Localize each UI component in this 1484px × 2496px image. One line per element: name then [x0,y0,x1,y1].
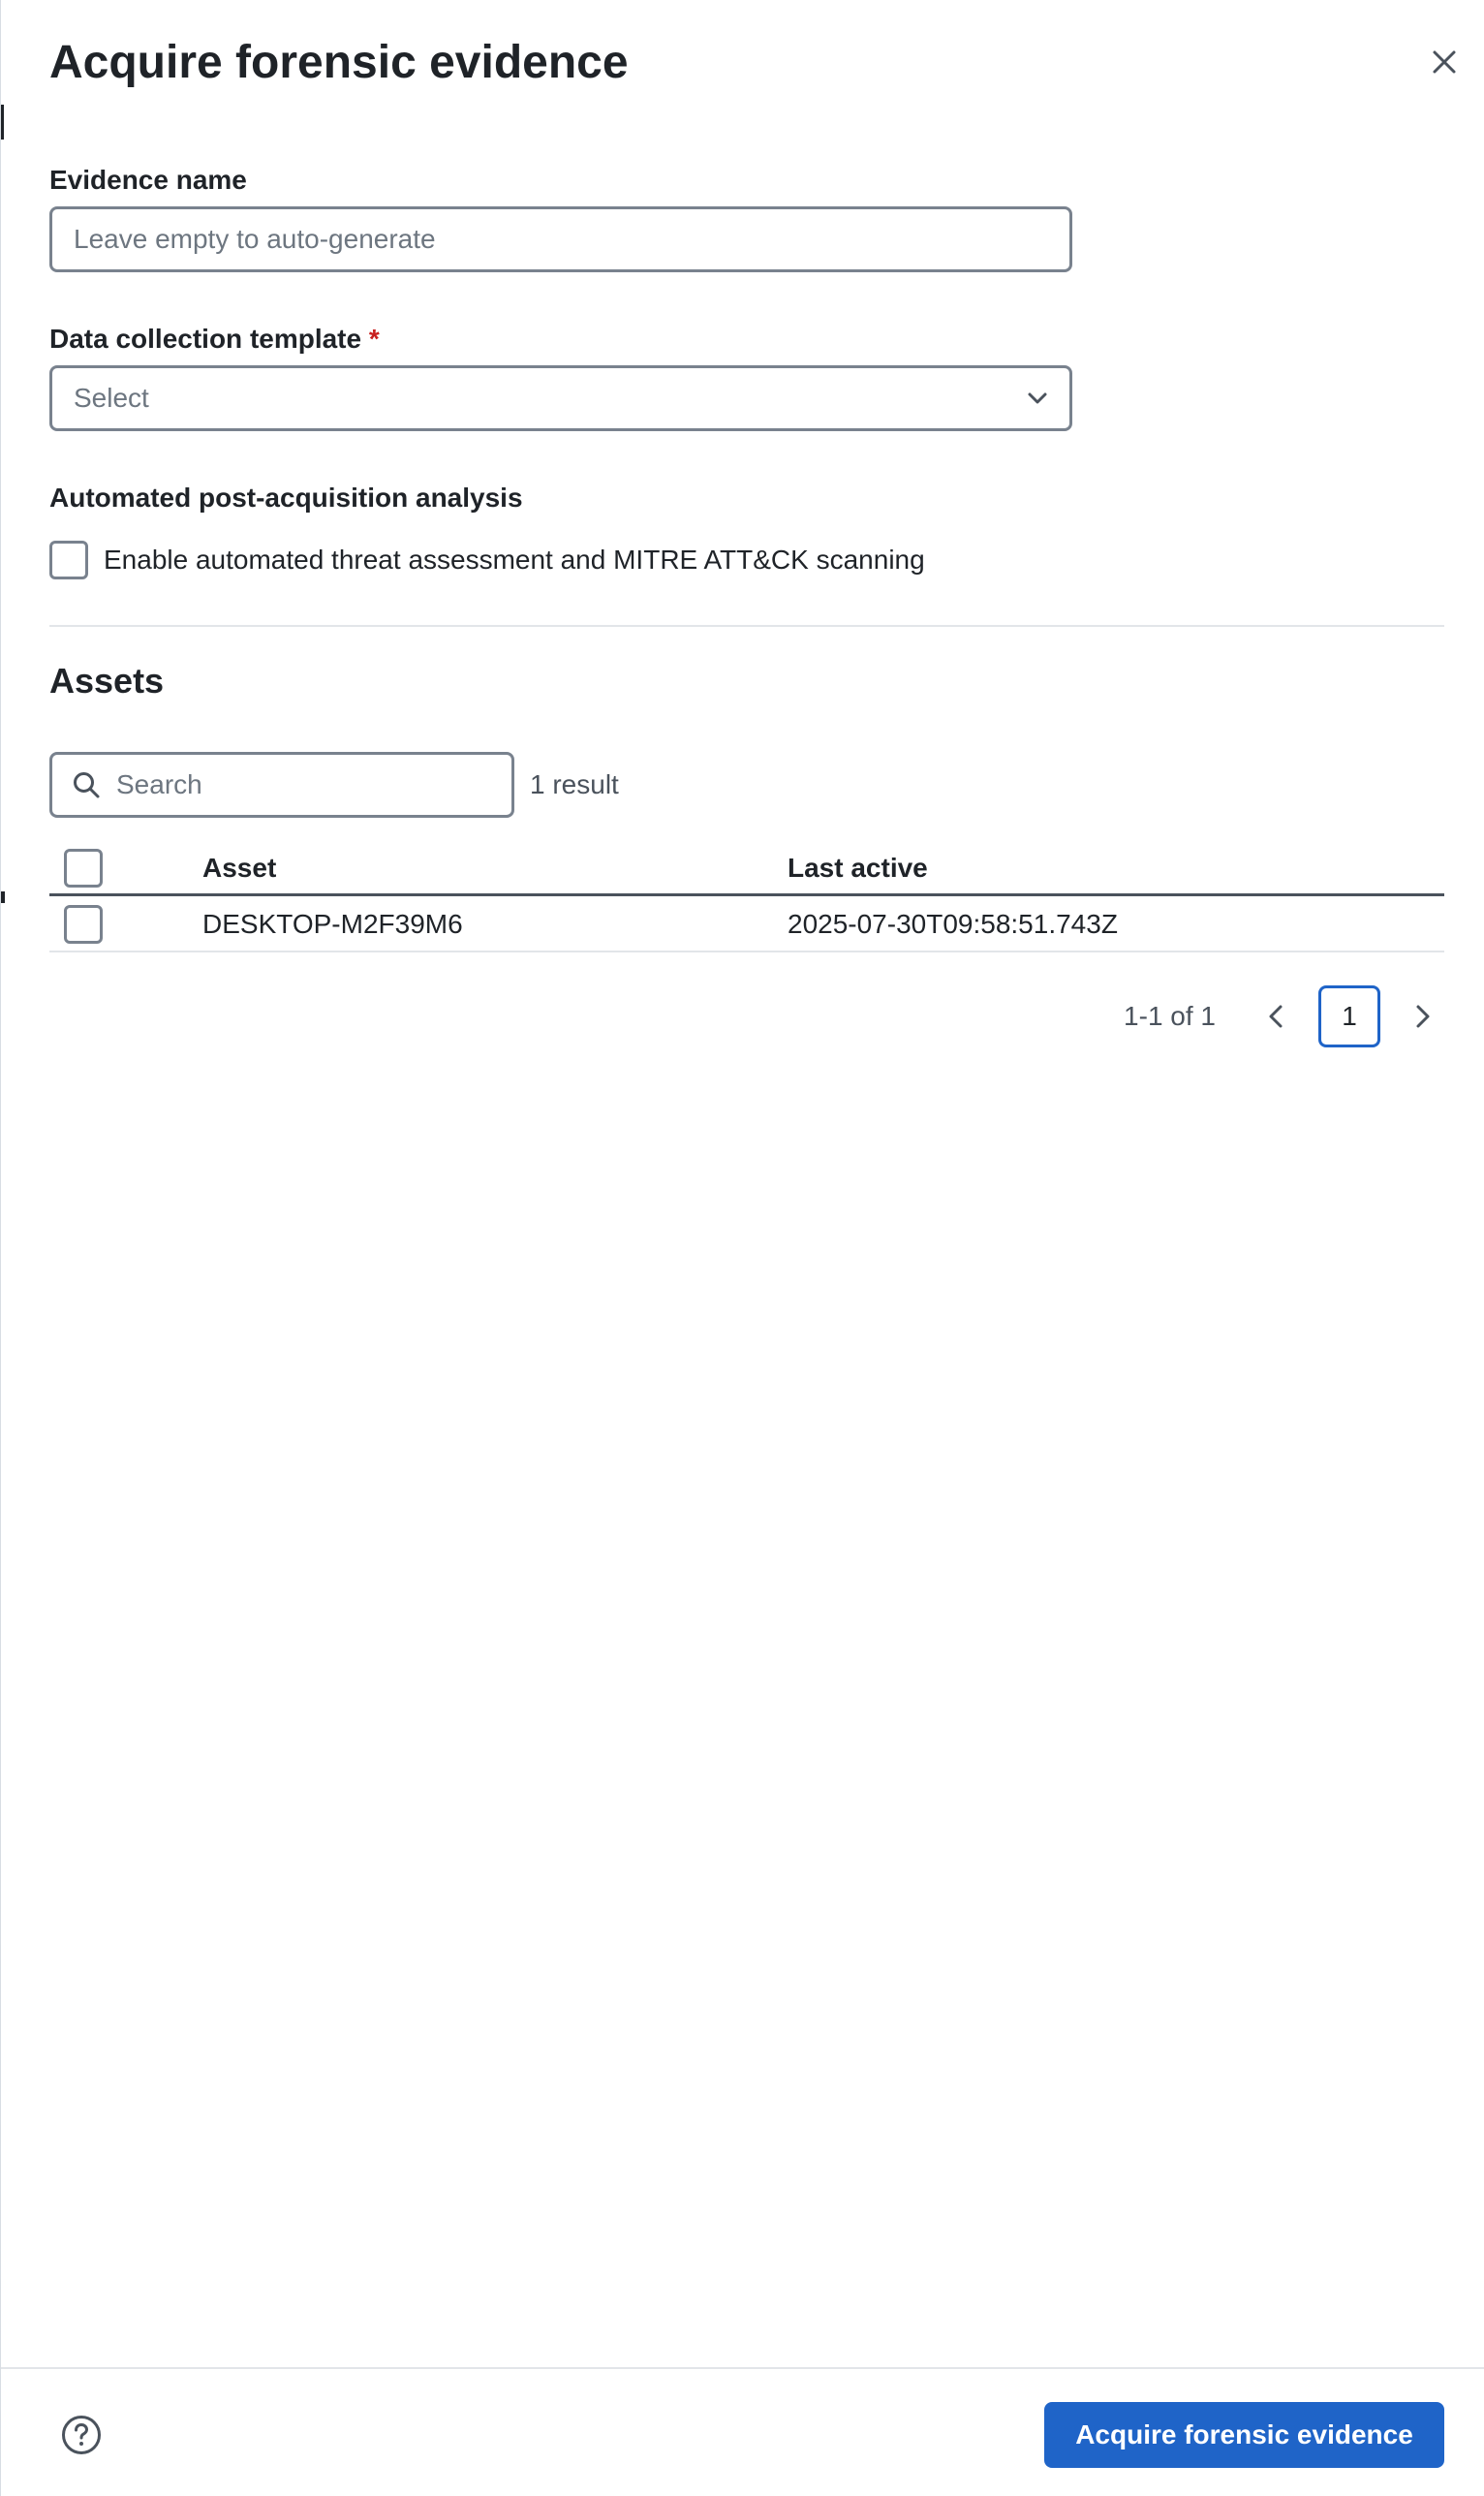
evidence-name-label: Evidence name [49,165,247,195]
close-button[interactable] [1423,41,1466,83]
previous-page-button[interactable] [1254,995,1297,1038]
search-icon [72,770,101,799]
asset-search[interactable] [49,752,514,818]
assets-table [49,836,1444,952]
background-edge-mark [1,891,5,903]
chevron-right-icon [1415,1004,1431,1029]
row-checkbox[interactable] [64,905,103,944]
asset-search-input[interactable] [114,768,482,801]
help-button[interactable] [60,2414,103,2456]
flyout-footer [1,2367,1484,2496]
select-all-checkbox[interactable] [64,849,103,888]
background-edge-mark [1,105,4,140]
table-row[interactable] [49,896,1444,952]
chevron-down-icon [1027,391,1048,405]
result-count: 1 result [530,769,619,799]
close-icon [1432,49,1457,75]
column-header-asset[interactable]: Asset [202,853,277,883]
template-select[interactable] [49,365,1072,431]
template-label [49,320,380,359]
acquire-evidence-button[interactable]: Acquire forensic evidence [1044,2402,1444,2468]
pagination [1124,985,1444,1047]
table-header [49,836,1444,896]
page-range: 1-1 of 1 [1124,1001,1216,1031]
section-divider [49,625,1444,627]
column-header-last-active[interactable]: Last active [788,853,928,883]
assets-section-title: Assets [49,661,165,701]
page-number-button[interactable]: 1 [1318,985,1380,1047]
template-label-text: Data collection template [49,324,362,354]
last-active-cell: 2025-07-30T09:58:51.743Z [788,909,1118,939]
chevron-left-icon [1268,1004,1283,1029]
post-acquisition-label: Automated post-acquisition analysis [49,483,523,513]
threat-assessment-checkbox[interactable] [49,541,88,579]
template-select-value: Select [74,383,149,413]
next-page-button[interactable] [1402,995,1444,1038]
flyout-title: Acquire forensic evidence [49,37,629,88]
help-circle-icon [60,2414,103,2456]
asset-name-cell: DESKTOP-M2F39M6 [202,909,463,939]
evidence-name-input[interactable] [49,206,1072,272]
required-marker: * [368,324,380,354]
threat-assessment-checkbox-label[interactable]: Enable automated threat assessment and MITRE ATT&CK scanning [104,545,925,575]
